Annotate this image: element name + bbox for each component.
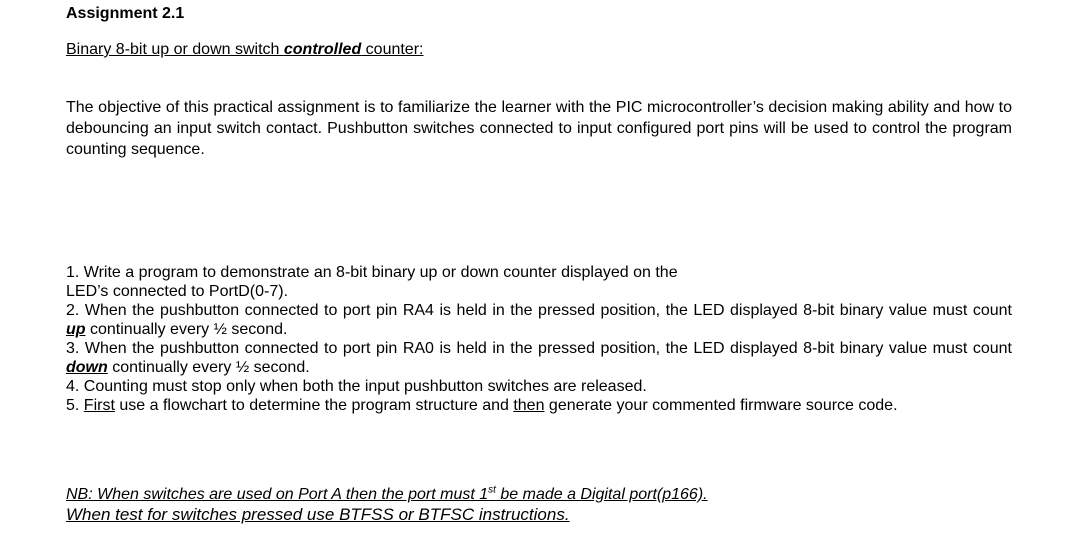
item-5-first: First xyxy=(83,397,115,414)
item-5-text-mid: use a flowchart to determine the program structure and xyxy=(114,397,514,414)
item-2-emphasis: up xyxy=(66,321,86,338)
item-3-emphasis: down xyxy=(66,359,108,376)
item-1-line-2: LED’s connected to PortD(0-7). xyxy=(66,283,289,300)
item-2 xyxy=(66,301,1012,339)
item-4: 4. Counting must stop only when both the input pushbutton switches are released. xyxy=(66,378,647,395)
item-3-text: 3. When the pushbutton connected to port pin RA0 is held in the pressed position, the LED displayed 8-bit binary value must count xyxy=(66,340,1012,357)
item-5-text-after: generate your commented firmware source code. xyxy=(544,397,898,414)
instructions-list xyxy=(66,263,1012,415)
item-1-line-1: 1. Write a program to demonstrate an 8-bit binary up or down counter displayed on the xyxy=(66,264,678,281)
assignment-title: Assignment 2.1 xyxy=(66,5,185,22)
note-line-1-text-after: be made a Digital port(p166). xyxy=(495,486,708,503)
item-3-text-after: continually every ½ second. xyxy=(107,359,310,376)
item-5-number: 5. xyxy=(66,397,84,414)
subtitle-text-before: Binary 8-bit up or down switch xyxy=(66,41,284,58)
subtitle-text-after: counter: xyxy=(361,41,424,58)
assignment-subtitle xyxy=(66,40,423,59)
note-line-1 xyxy=(66,485,1012,505)
note-block xyxy=(66,485,1012,525)
item-2-text: 2. When the pushbutton connected to port pin RA4 is held in the pressed position, the LED displayed 8-bit binary value must count xyxy=(66,302,1012,319)
item-3 xyxy=(66,339,1012,377)
objective-paragraph: The objective of this practical assignment is to familiarize the learner with the PIC microcontroller’s decision making ability and how to debouncing an input switch contact. Pushbutton switches connected to input configured port pins will be used to control the program counting sequence. xyxy=(66,99,1012,158)
item-2-text-after: continually every ½ second. xyxy=(85,321,288,338)
subtitle-emphasis: controlled xyxy=(283,41,362,58)
note-line-1-text: NB: When switches are used on Port A then the port must 1 xyxy=(66,486,489,503)
item-5 xyxy=(66,396,1012,415)
note-superscript: st xyxy=(488,484,496,496)
item-5-then: then xyxy=(513,397,545,414)
note-line-2: When test for switches pressed use BTFSS or BTFSC instructions. xyxy=(66,505,570,524)
